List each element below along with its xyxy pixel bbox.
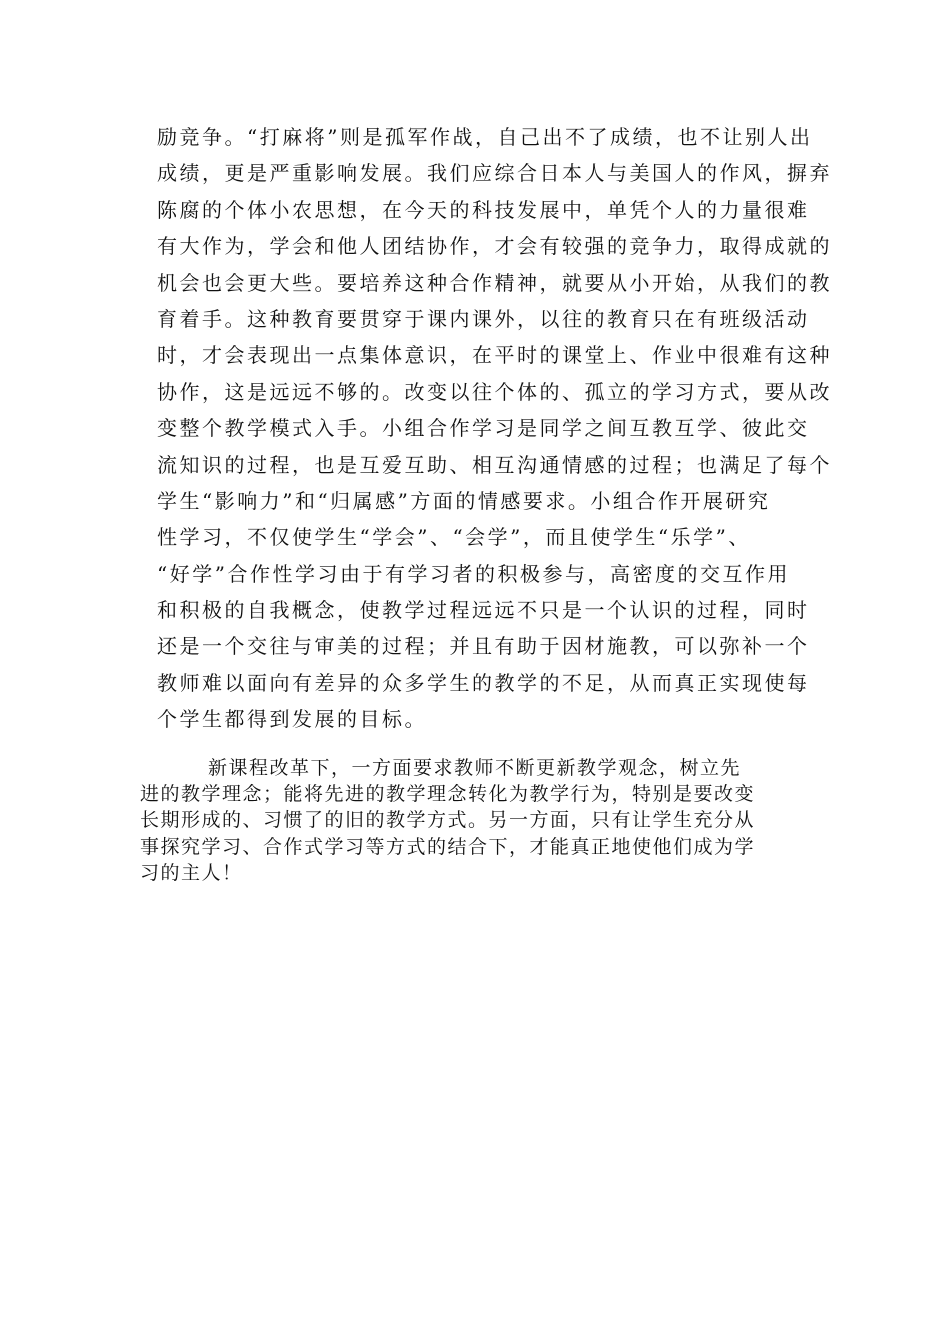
paragraph-2 — [140, 755, 820, 886]
text-line: 教师难以面向有差异的众多学生的教学的不足，从而真正实现使每 — [157, 670, 810, 695]
text-line: 育着手。这种教育要贯穿于课内课外，以往的教育只在有班级活动 — [157, 306, 810, 331]
text-line: 进的教学理念；能将先进的教学理念转化为教学行为，特别是要改变 — [140, 783, 756, 806]
text-line: 成绩，更是严重影响发展。我们应综合日本人与美国人的作风，摒弃 — [157, 161, 832, 186]
text-line: 时，才会表现出一点集体意识，在平时的课堂上、作业中很难有这种 — [157, 343, 832, 368]
paragraph-1 — [157, 119, 832, 738]
text-line: 机会也会更大些。要培养这种合作精神，就要从小开始，从我们的教 — [157, 270, 832, 295]
text-line: “好学”合作性学习由于有学习者的积极参与，高密度的交互作用 — [157, 561, 790, 586]
text-line: 个学生都得到发展的目标。 — [157, 707, 427, 732]
text-line: 学生“影响力”和“归属感”方面的情感要求。小组合作开展研究 — [157, 488, 771, 513]
text-line: 和积极的自我概念，使教学过程远远不只是一个认识的过程，同时 — [157, 598, 810, 623]
text-line: 新课程改革下，一方面要求教师不断更新教学观念，树立先 — [208, 757, 742, 779]
text-line: 性学习，不仅使学生“学会”、“会学”，而且使学生“乐学”、 — [157, 525, 751, 550]
text-line: 长期形成的、习惯了的旧的教学方式。另一方面，只有让学生充分从 — [140, 809, 756, 832]
text-line: 陈腐的个体小农思想，在今天的科技发展中，单凭个人的力量很难 — [157, 197, 810, 222]
text-line: 事探究学习、合作式学习等方式的结合下，才能真正地使他们成为学 — [140, 835, 756, 858]
text-line: 有大作为，学会和他人团结协作，才会有较强的竞争力，取得成就的 — [157, 234, 832, 259]
text-line: 变整个教学模式入手。小组合作学习是同学之间互教互学、彼此交 — [157, 416, 810, 441]
text-line: 还是一个交往与审美的过程；并且有助于因材施教，可以弥补一个 — [157, 634, 810, 659]
text-line: 协作，这是远远不够的。改变以往个体的、孤立的学习方式，要从改 — [157, 379, 832, 404]
text-line: 习的主人！ — [140, 861, 243, 884]
text-line: 流知识的过程，也是互爱互助、相互沟通情感的过程；也满足了每个 — [157, 452, 832, 477]
text-line: 励竞争。“打麻将”则是孤军作战，自己出不了成绩，也不让别人出 — [157, 125, 813, 149]
